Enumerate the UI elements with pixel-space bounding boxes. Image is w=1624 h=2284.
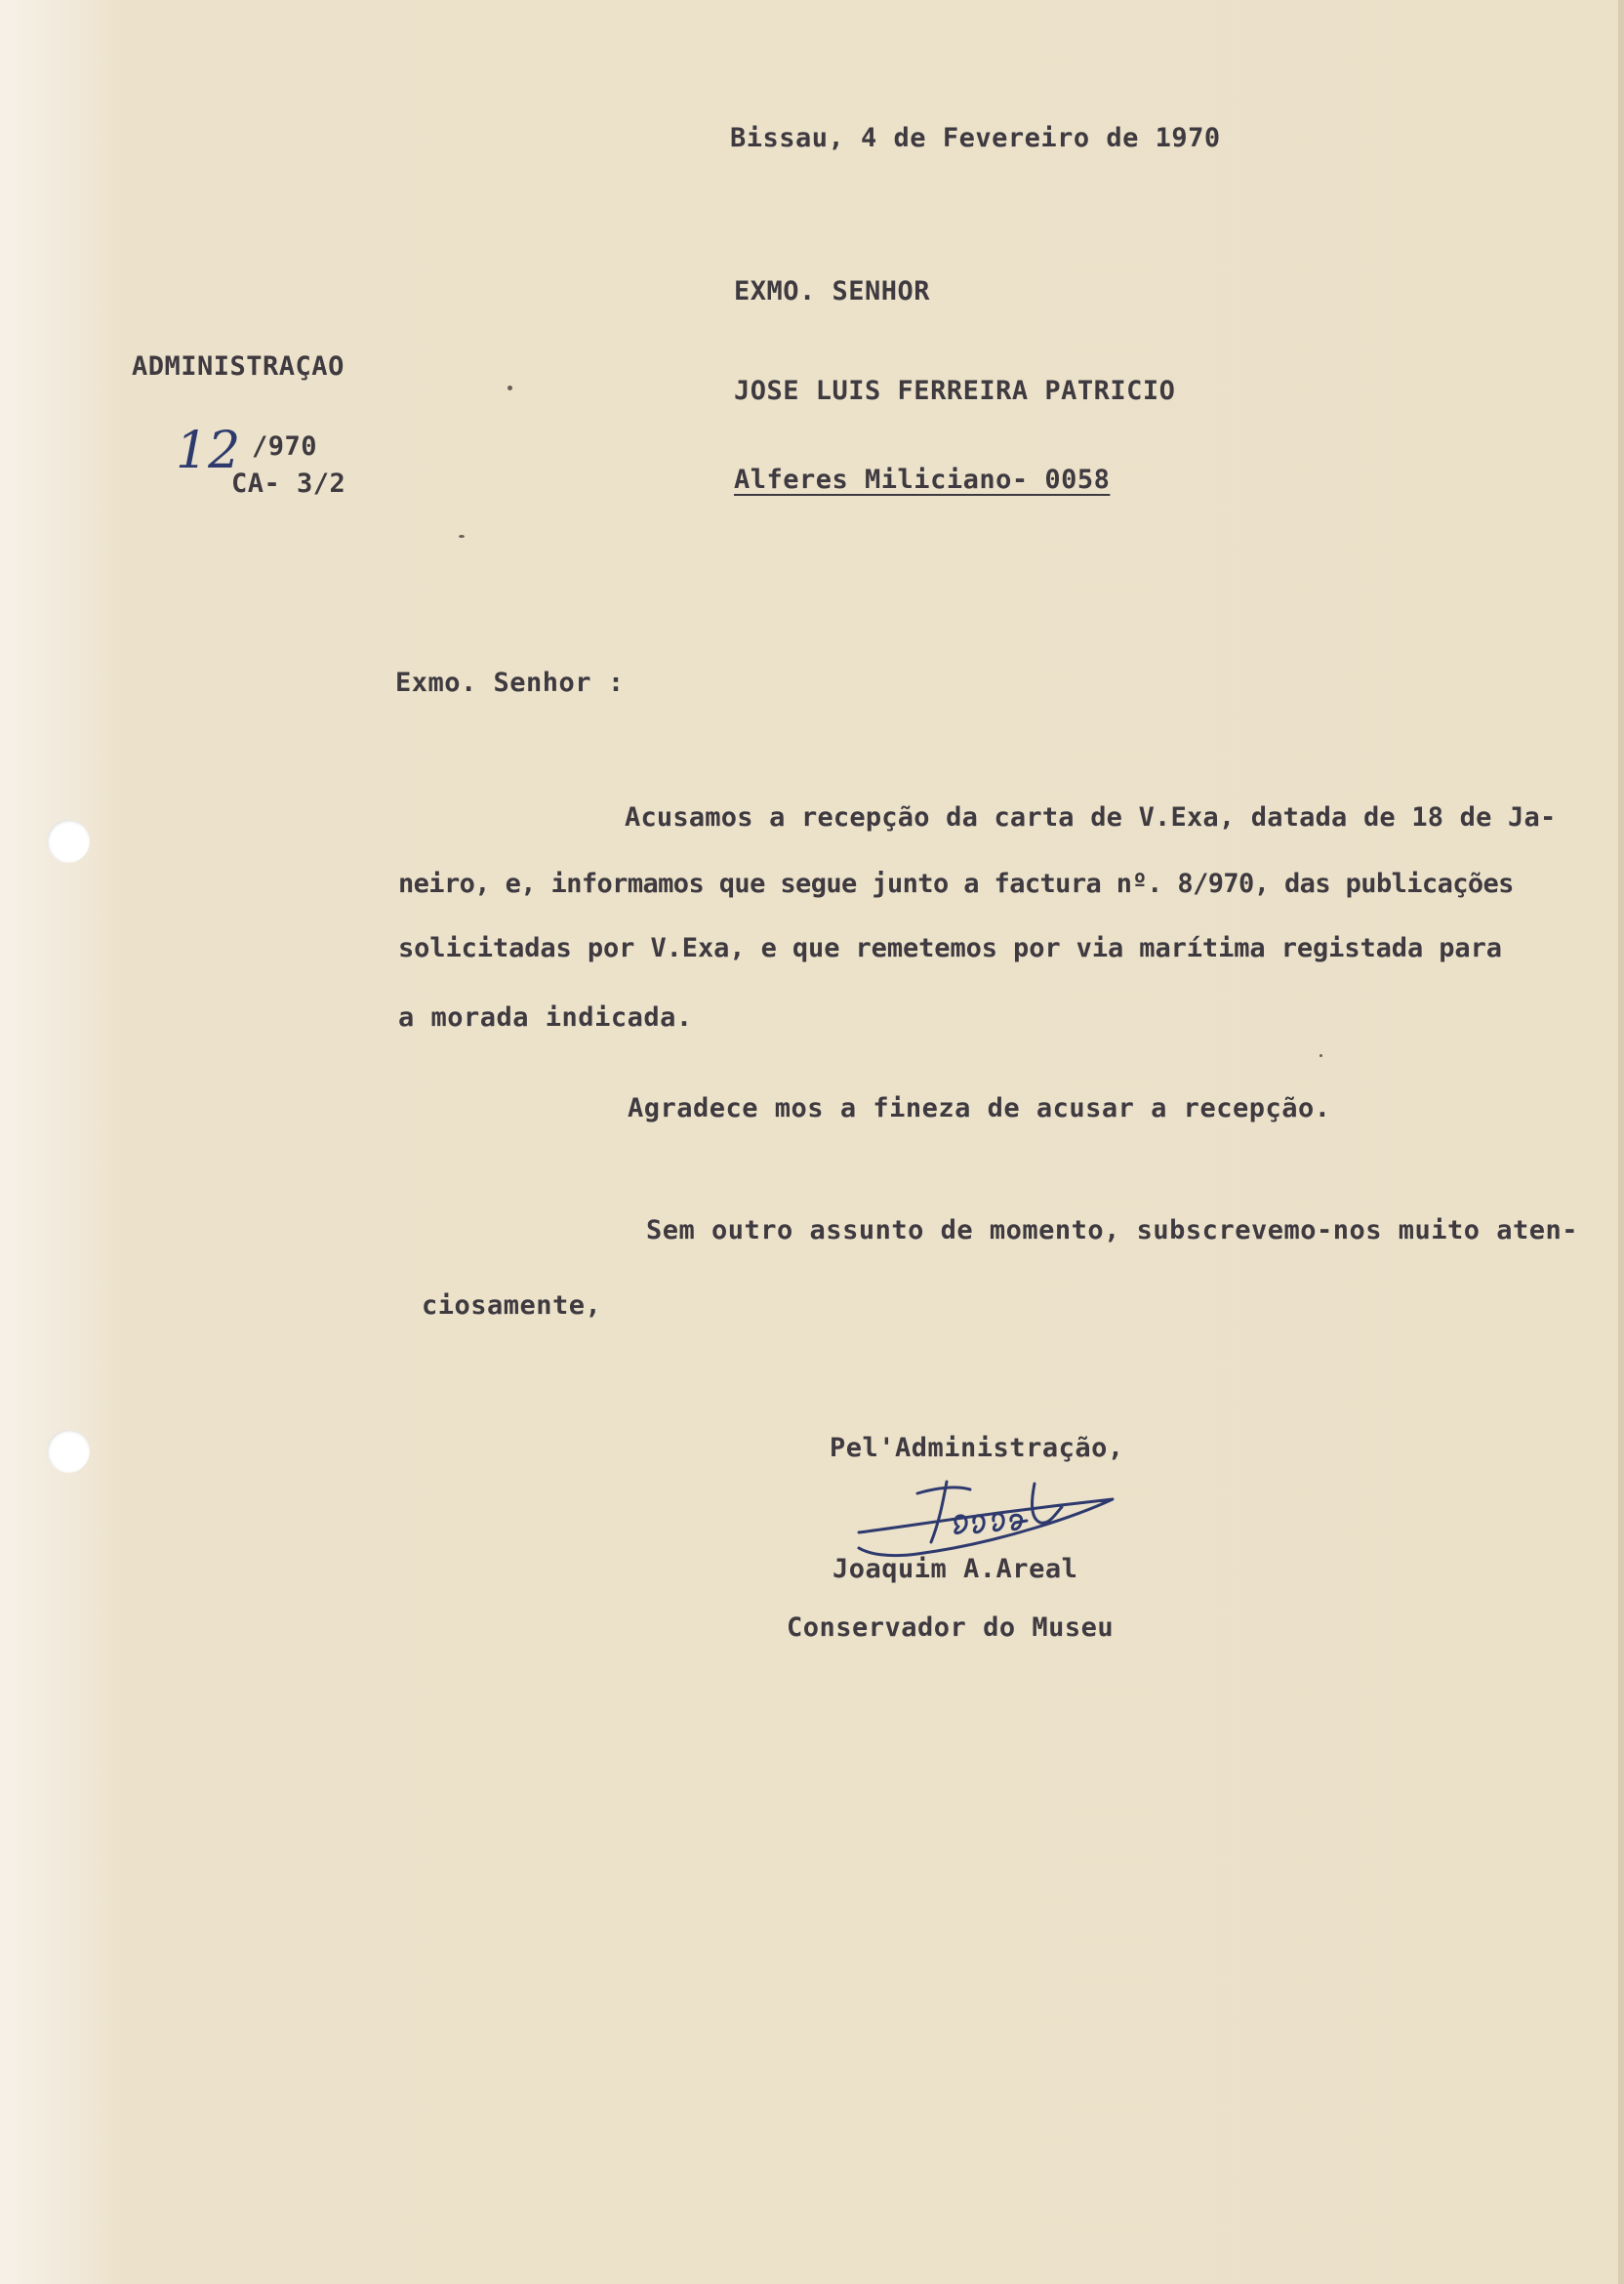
- punch-hole-icon: [47, 1430, 90, 1473]
- addressee-salutation-header: EXMO. SENHOR: [734, 276, 931, 306]
- ink-speck: [508, 386, 512, 390]
- body-paragraph-3-line-2: ciosamente,: [422, 1290, 602, 1321]
- department-label: ADMINISTRAÇAO: [132, 351, 345, 382]
- reference-number-suffix: /970: [252, 431, 318, 462]
- ink-speck: [1320, 1054, 1322, 1057]
- ink-speck: [459, 535, 465, 538]
- paper-left-margin: [0, 0, 112, 2284]
- closing-on-behalf: Pel'Administração,: [830, 1433, 1124, 1463]
- addressee-rank: Alferes Miliciano- 0058: [734, 465, 1111, 495]
- addressee-name: JOSE LUIS FERREIRA PATRICIO: [734, 376, 1176, 406]
- signer-title: Conservador do Museu: [787, 1612, 1115, 1643]
- reference-file-code: CA- 3/2: [231, 469, 346, 499]
- handwritten-reference-number: 12: [176, 422, 241, 480]
- salutation: Exmo. Senhor :: [395, 668, 625, 698]
- signer-name: Joaquim A.Areal: [832, 1554, 1078, 1584]
- body-paragraph-1-line-1: Acusamos a recepção da carta de V.Exa, datada de 18 de Ja-: [625, 802, 1557, 833]
- punch-hole-icon: [47, 820, 90, 863]
- paper-right-edge: [1618, 0, 1624, 2284]
- body-paragraph-1-line-3: solicitadas por V.Exa, e que remetemos por via marítima registada para: [398, 933, 1502, 963]
- body-paragraph-1-line-4: a morada indicada.: [398, 1002, 693, 1033]
- body-paragraph-2: Agradece mos a fineza de acusar a recepção.: [628, 1093, 1331, 1123]
- body-paragraph-3-line-1: Sem outro assunto de momento, subscrevemo-nos muito aten-: [646, 1215, 1579, 1245]
- body-paragraph-1-line-2: neiro, e, informamos que segue junto a factura nº. 8/970, das publicações: [398, 869, 1514, 899]
- date-line: Bissau, 4 de Fevereiro de 1970: [730, 123, 1221, 153]
